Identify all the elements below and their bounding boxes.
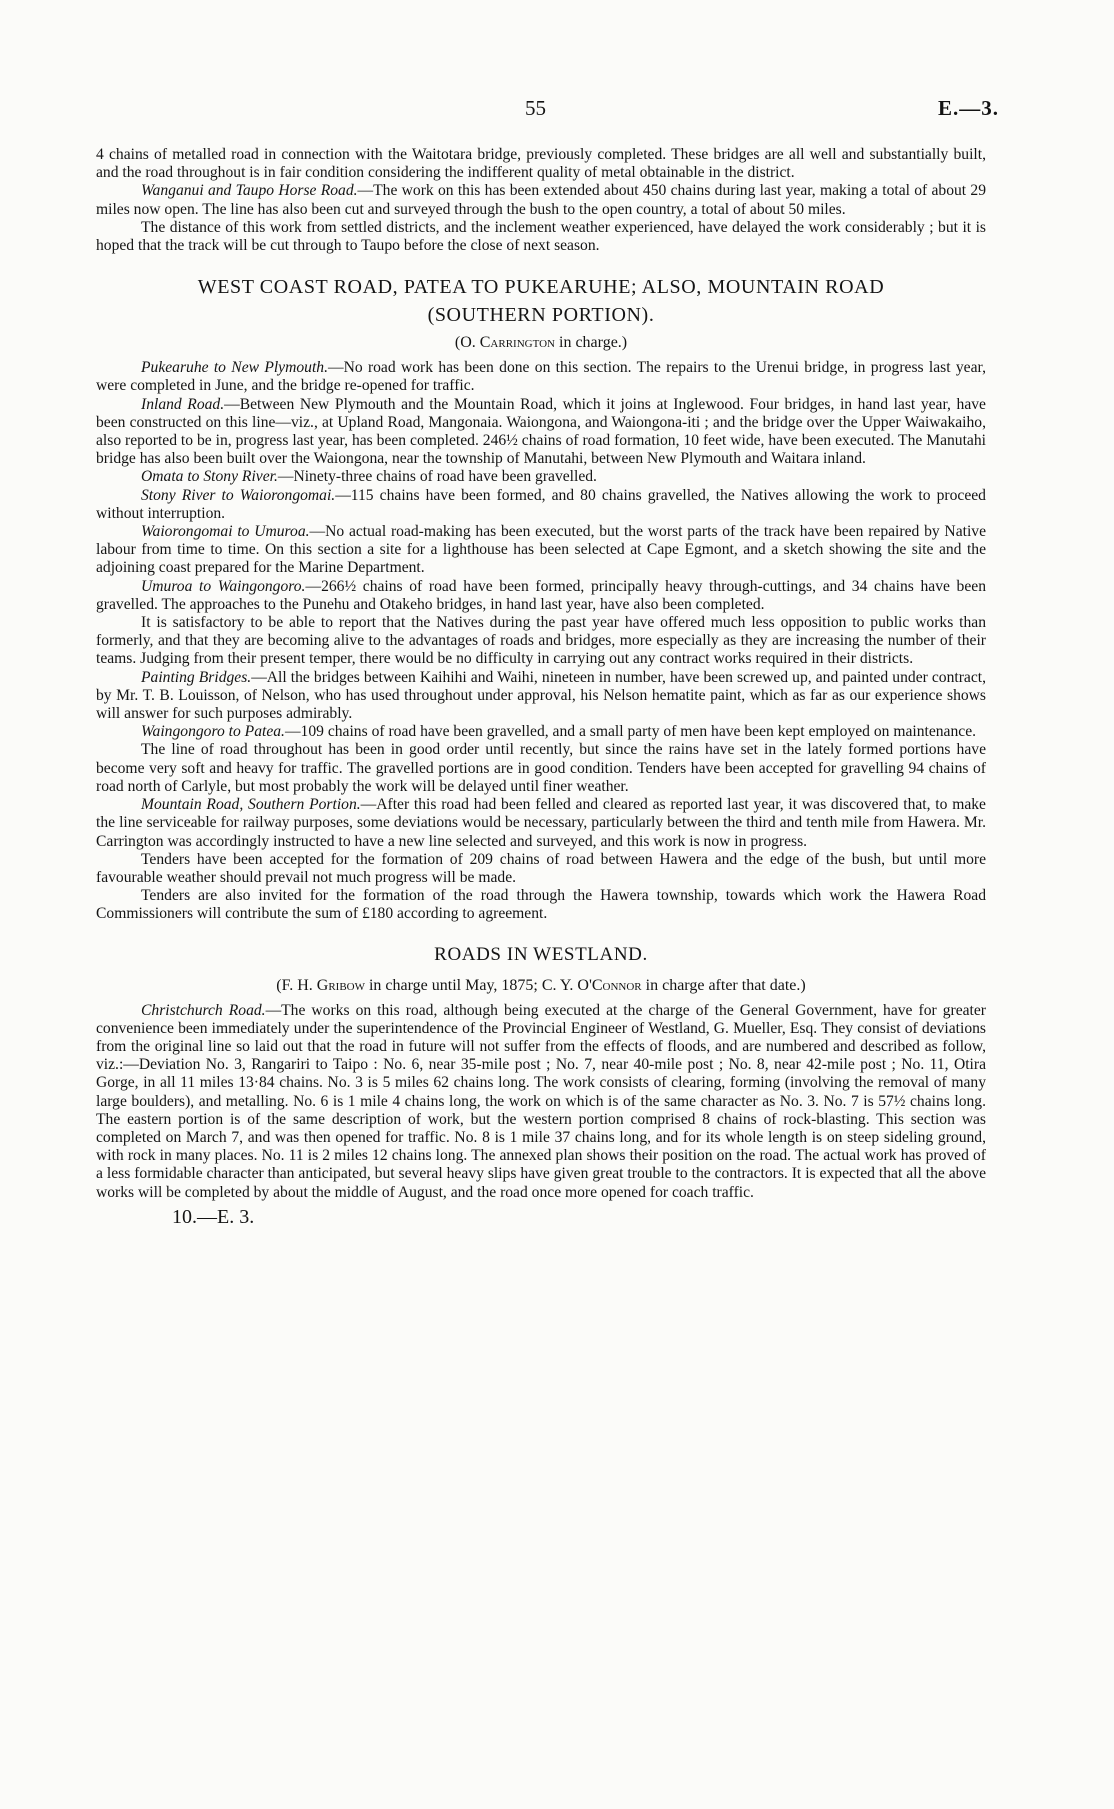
engineer-name: Connor [591,976,642,994]
charge-text: in charge until May, 1875; C. Y. O' [364,976,592,994]
west-coast-paragraphs [96,359,986,923]
paragraph-text: —No road work has been done on this section. The repairs to the Urenui bridge, in progress last year, were completed in June, and the bridge re-opened for traffic. [96,359,986,395]
paragraph-text: —115 chains have been formed, and 80 chains gravelled, the Natives allowing the work to proceed without interruption. [96,486,986,522]
paragraph [96,723,986,741]
page-number: 55 [525,96,546,120]
paragraph-text: —All the bridges between Kaihihi and Waihi, nineteen in number, have been screwed up, and painted under contract, by Mr. T. B. Louisson, of Nelson, who has used throughout under approval, his Nelson hematite paint, which as far as our experience shows will answer for such purposes admirably. [96,668,986,723]
paragraph-title: Christchurch Road. [141,1001,266,1019]
paragraph [96,796,986,851]
section-heading-westland: ROADS IN WESTLAND. [434,943,648,965]
paragraph-text: —After this road had been felled and cleared as reported last year, it was discovered that, to make the line serviceable for railway purposes, some deviations would be necessary, particularly between the third and tenth mile from Hawera. Mr. Carrington was accordingly instructed to have a new line selected and surveyed, and this work is now in progress. [96,796,986,850]
paragraph-title: Umuroa to Waingongoro. [141,577,306,595]
paragraph-text: —The works on this road, although being executed at the charge of the General Government, have for greater convenience been immediately under the superintendence of the Provincial Engineer of Westland, G. Mueller, Esq. They consist of deviations from the original line so laid out that the road in future will not suffer from the effects of floods, and are numbered and described as follow, viz.:—Deviation No. 3, Rangariri to Taipo : No. 6, near 35-mile post ; No. 7, near 40-mile post ; No. 8, near 42-mile post ; No. 11, Otira Gorge, in all 11 miles 13·84 chains. No. 3 is 5 miles 62 chains long. The work consists of clearing, forming (involving the removal of many large boulders), and metalling. No. 6 is 1 mile 4 chains long, the work on which is of the same character as No. 3. No. 7 is 57½ chains long. The eastern portion is of the same description of work, but the western portion comprised 8 chains of rock-blasting. This section was completed on March 7, and was then opened for traffic. No. 8 is 1 mile 37 chains long, and for its whole length is on steep sideling ground, with rock in many places. No. 11 is 2 miles 12 chains long. The annexed plan shows their position on the road. The actual work has proved of a less formidable character than anticipated, but several heavy slips have given great trouble to the contractors. It is expected that all the above works will be completed by about the middle of August, and the road once more opened for coach traffic. [96,1001,986,1201]
paragraph [96,741,986,796]
section-heading-west-coast [96,273,986,329]
paragraph: The distance of this work from settled districts, and the inclement weather experienced, have delayed the work considerably ; but it is hoped that the track will be cut through to Taupo before the close of next season. [96,218,986,255]
paragraph [96,578,986,614]
paragraph [96,468,986,486]
paragraph-text: Tenders are also invited for the formation of the road through the Hawera township, towards which work the Hawera Road Commissioners will contribute the sum of £180 according to agreement. [96,887,986,923]
paragraph [96,182,986,218]
paragraph [96,523,986,578]
engineer-in-charge [96,974,986,998]
paragraph-text: It is satisfactory to be able to report that the Natives during the past year have offered much less opposition to public works than formerly, and that they are becoming alive to the advantages of roads and bridges, more especially as they are increasing the number of their teams. Judging from their present temper, there would be no difficulty in carrying out any contract works required in their districts. [96,614,986,668]
page-footer-signature: 10.—E. 3. [172,1205,255,1228]
engineer-name: Carrington [479,334,555,352]
charge-text: (F. H. [276,976,317,994]
paragraph-text: —The work on this has been extended about 450 chains during last year, making a total of about 29 miles now open. The line has also been cut and surveyed through the bush to the open country, a total of about 50 miles. [96,182,987,218]
paragraph-text: —Between New Plymouth and the Mountain Road, which it joins at Inglewood. Four bridges, in hand last year, have been constructed on this line—viz., at Upland Road, Mangonaia. Waiongona, and Waiongona-iti ; and the bridge over the Upper Waiwakaiho, also reported to be in, progress last year, has been completed. 246½ chains of road formation, 10 feet wide, have been executed. The Manutahi bridge has also been built over the Waiongona, near the township of Manutahi, between New Plymouth and Waitara inland. [96,395,986,468]
paragraph-text: The line of road throughout has been in good order until recently, but since the rains have set in the lately formed portions have become very soft and heavy for traffic. The gravelled portions are in good condition. Tenders have been accepted for gravelling 94 chains of road north of Carlyle, but most probably the work will be delayed until finer weather. [96,741,986,795]
charge-text: in charge after that date.) [641,976,806,994]
paragraph [96,1002,986,1202]
paragraph [96,669,986,724]
paragraph-title: Inland Road. [141,395,225,413]
paragraph-title: Omata to Stony River. [141,468,278,486]
paragraph-text: —109 chains of road have been gravelled, and a small party of men have been kept employed on maintenance. [284,723,977,741]
heading-line: WEST COAST ROAD, PATEA TO PUKEARUHE; ALSO, MOUNTAIN ROAD [197,276,885,299]
paragraph-title: Stony River to Waiorongomai. [141,486,336,504]
paragraph-title: Painting Bridges. [141,668,252,686]
body-text [96,146,986,1226]
paragraph-text: —No actual road-making has been executed, but the worst parts of the track have been repaired by Native labour from time to time. On this section a site for a lighthouse has been selected at Cape Egmont, and a sketch showing the site and the adjoining coast prepared for the Marine Department. [96,523,986,577]
engineer-in-charge [96,331,986,355]
paragraph [96,396,986,469]
engineer-name: Gribow [316,976,365,994]
paragraph-title: Mountain Road, Southern Portion. [141,796,361,814]
paragraph-title: Waingongoro to Patea. [141,723,285,741]
paragraph-title: Pukearuhe to New Plymouth. [141,359,328,377]
paragraph [96,359,986,395]
paragraph [96,851,986,887]
page-header [0,96,1114,124]
document-reference: E.—3. [937,96,999,120]
charge-text: in charge.) [555,334,628,352]
paragraph-title: Waiorongomai to Umuroa. [141,523,310,541]
charge-text: (O. [454,334,480,352]
heading-line: (SOUTHERN PORTION). [427,304,655,327]
paragraph-text: —266½ chains of road have been formed, principally heavy through-cuttings, and 34 chains have been gravelled. The approaches to the Punehu and Otakeho bridges, in hand last year, have also been completed. [96,577,986,613]
paragraph [96,487,986,523]
paragraph [96,614,986,669]
paragraph: 4 chains of metalled road in connection with the Waitotara bridge, previously completed. These bridges are all well and substantially built, and the road throughout is in fair condition considering the indifferent quality of metal obtainable in the district. [96,146,986,182]
paragraph-text: Tenders have been accepted for the formation of 209 chains of road between Hawera and the edge of the bush, but until more favourable weather should prevail not much progress will be made. [96,850,986,886]
paragraph-text: —Ninety-three chains of road have been gravelled. [277,468,597,486]
paragraph-title: Wanganui and Taupo Horse Road. [141,182,358,200]
paragraph [96,887,986,923]
